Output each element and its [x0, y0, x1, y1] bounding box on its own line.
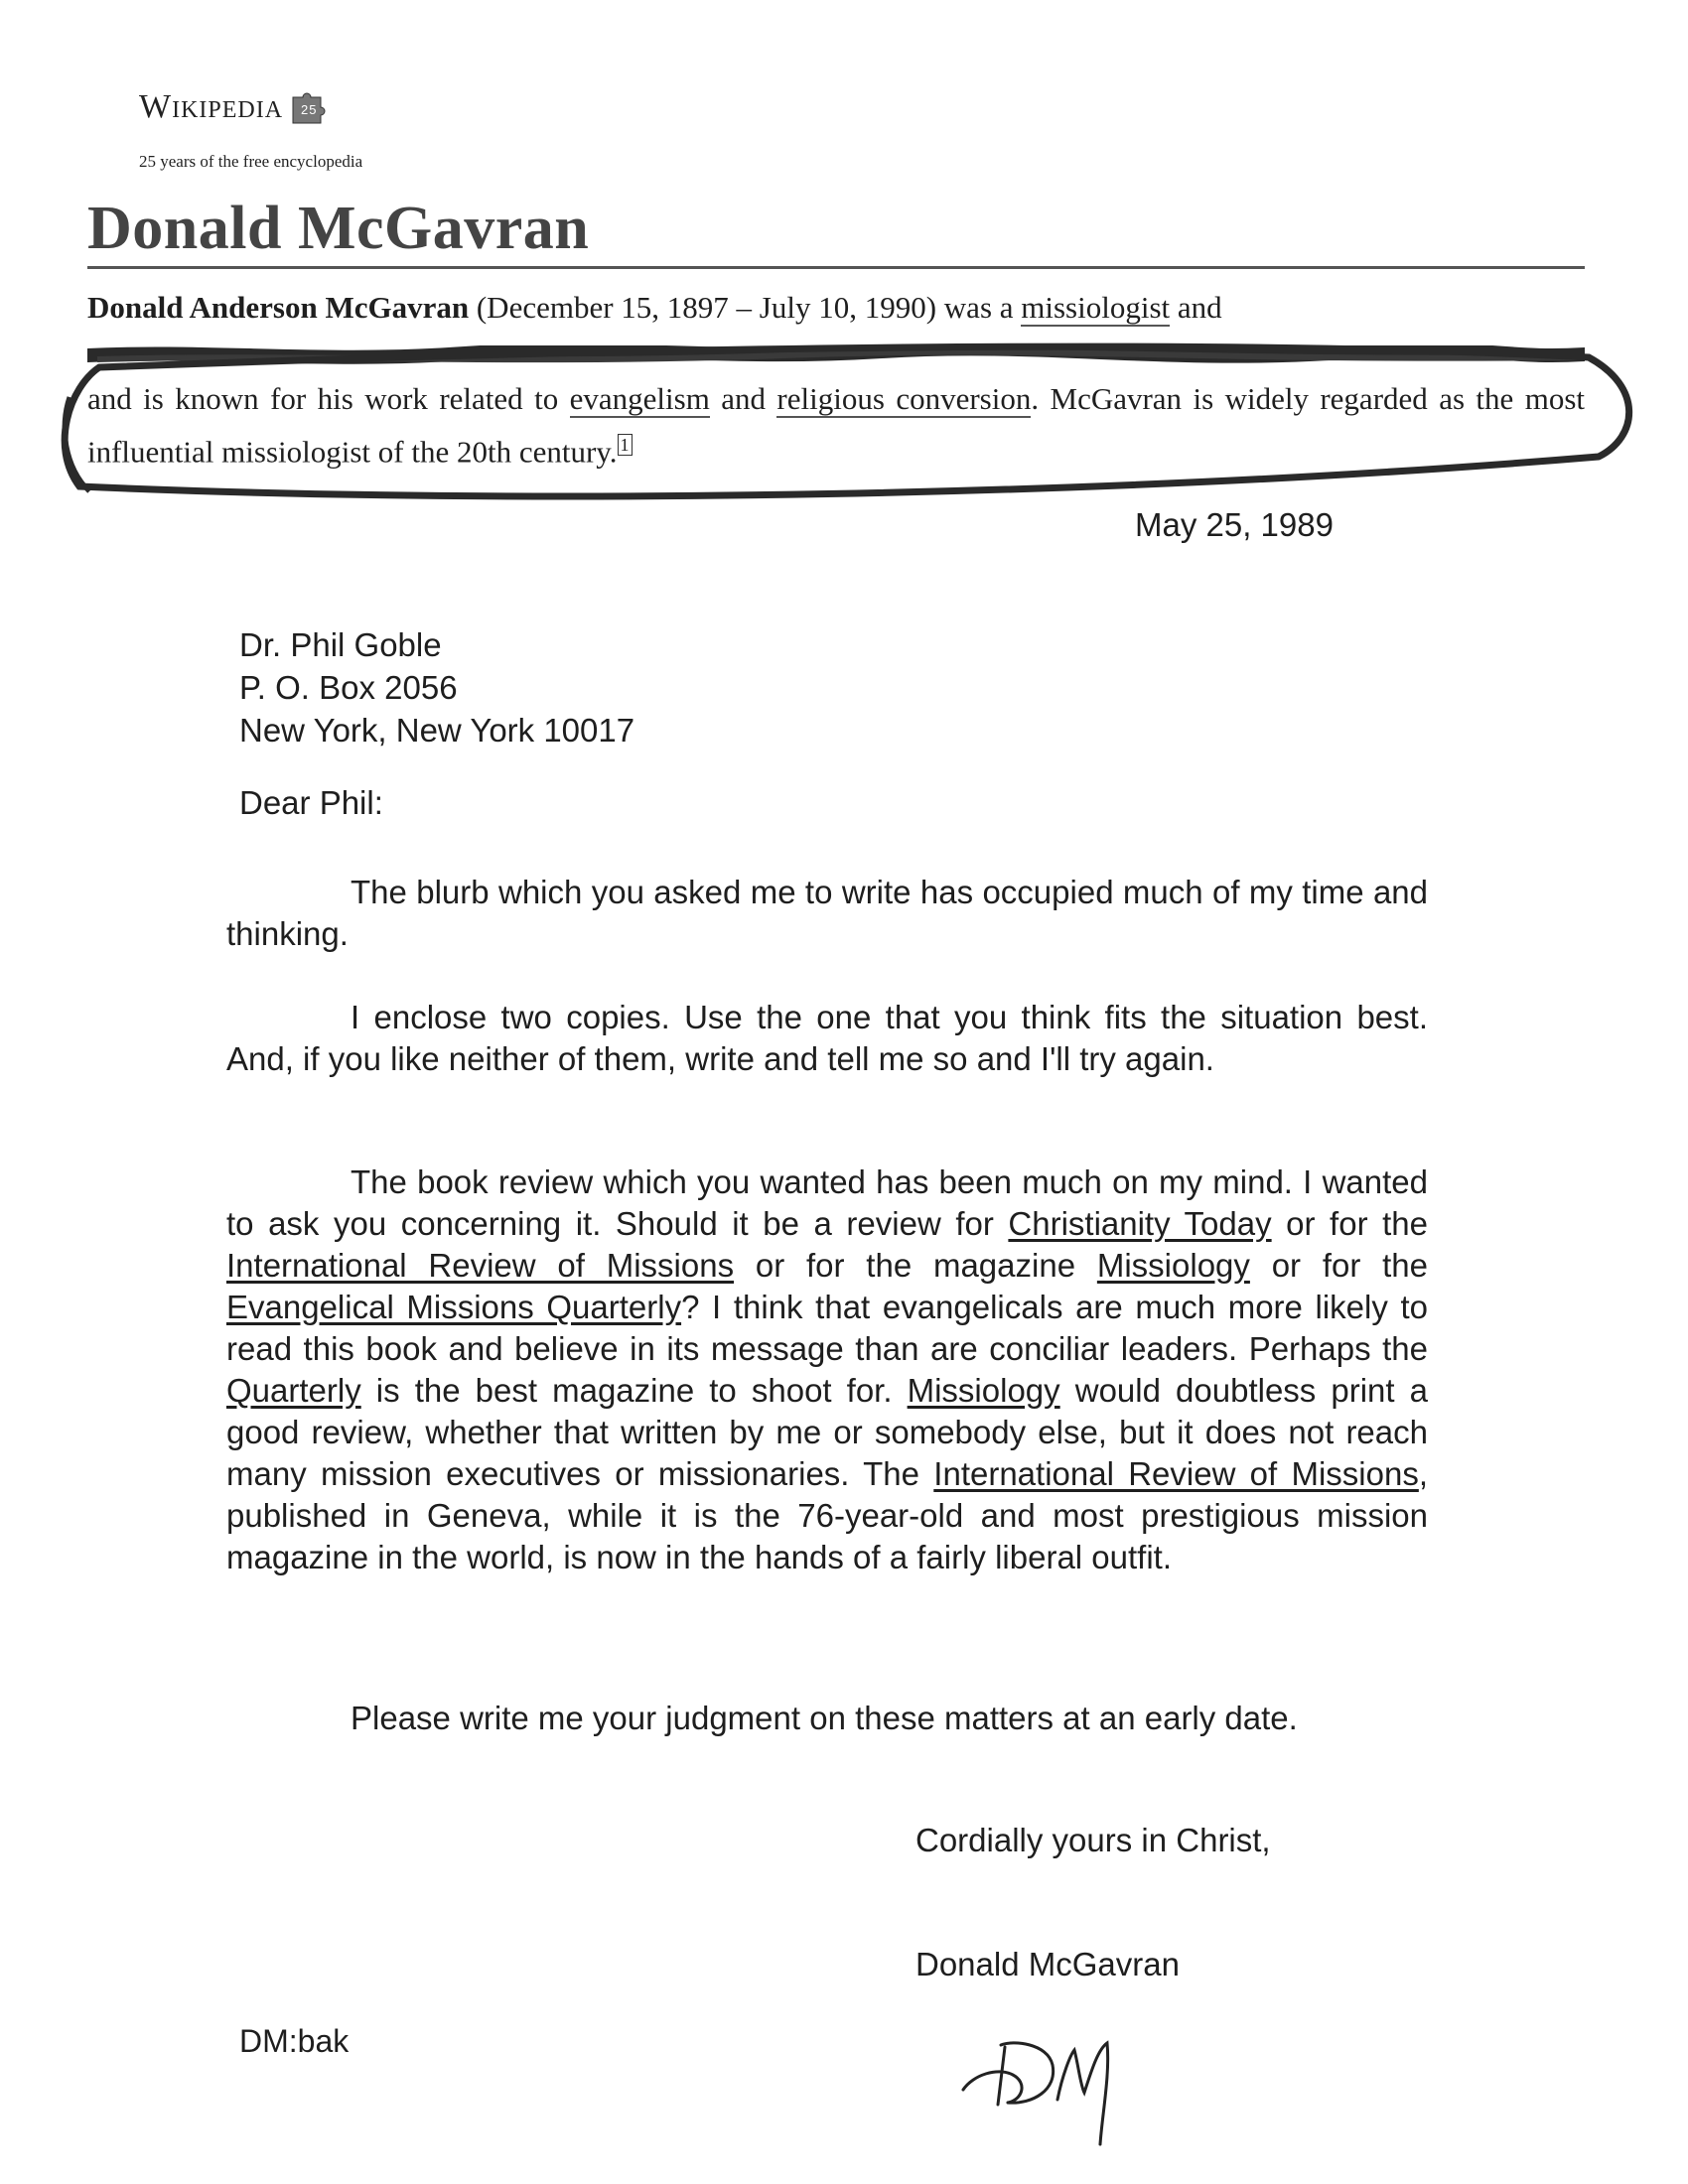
address-line: Dr. Phil Goble [239, 626, 442, 663]
link-missiologist[interactable]: missiologist [1021, 290, 1171, 325]
letter-paragraph-2 [226, 997, 1428, 1080]
title-missiology: Missiology [1096, 1247, 1250, 1284]
signer-name: Donald McGavran [915, 1946, 1180, 1982]
paragraph-text: or for the [1271, 1247, 1429, 1284]
lead-and: and [1177, 290, 1222, 325]
lead-dates: (December 15, 1897 – July 10, 1990) was a [476, 290, 1014, 325]
title-international-review: International Review of Missions [226, 1247, 735, 1284]
letter-paragraph-4 [226, 1698, 1428, 1739]
scribble-scratchout [87, 345, 1585, 367]
paragraph-text: The book review which you wanted has been much on my mind. I wanted to ask you concerning it. Should it be a review for [226, 1163, 1428, 1242]
logo-badge: 25 [301, 102, 318, 117]
title-international-review-2: International Review of Missions [933, 1455, 1419, 1492]
link-religious-conversion[interactable]: religious conversion [776, 381, 1032, 416]
letter-date: May 25, 1989 [1135, 506, 1334, 543]
title-missiology-2: Missiology [907, 1372, 1060, 1409]
wikipedia-wordmark: Wikipedia [139, 88, 284, 125]
address-line: P. O. Box 2056 [239, 669, 458, 706]
paragraph-text: would doubtless print a good review, whether that written by me or somebody else, but it does not reach many mission executives or missionaries. The [226, 1372, 1428, 1492]
closing: Cordially yours in Christ, [915, 1822, 1271, 1858]
paragraph-text: Please write me your judgment on these matters at an early date. [351, 1700, 1298, 1736]
puzzle-globe-icon [287, 87, 327, 127]
title-evangelical-missions-quarterly: Evangelical Missions Quarterly [226, 1289, 682, 1325]
paragraph-text: I enclose two copies. Use the one that you think fits the situation best. And, if you like neither of them, write and tell me so and I'll try again. [226, 999, 1428, 1077]
wikipedia-tagline: 25 years of the free encyclopedia [139, 152, 363, 171]
address-line: New York, New York 10017 [239, 712, 635, 749]
letter-paragraph-3 [226, 1161, 1428, 1578]
lead-line-influential: . McGavran is widely regarded as the most influential missiologist of the 20th century. [87, 381, 1586, 470]
title-divider [87, 266, 1585, 269]
letter-paragraph-1 [226, 872, 1428, 955]
lead-name: Donald Anderson McGavran [87, 290, 470, 325]
title-quarterly: Quarterly [226, 1372, 361, 1409]
paragraph-text: , published in Geneva, while it is the 76-year-old and most prestigious mission magazine in the world, is now in the hands of a fairly liberal outfit. [226, 1455, 1429, 1575]
typist-initials: DM:bak [239, 2023, 350, 2059]
article-title: Donald McGavran [87, 195, 590, 262]
paragraph-text: or for the [1286, 1205, 1428, 1242]
citation-link[interactable]: 1 [618, 434, 633, 456]
title-christianity-today: Christianity Today [1008, 1205, 1272, 1242]
wikipedia-logo [139, 87, 327, 127]
paragraph-text: or for the magazine [755, 1247, 1076, 1284]
paragraph-text: is the best magazine to shoot for. [375, 1372, 893, 1409]
paragraph-text: The blurb which you asked me to write has occupied much of my time and thinking. [226, 874, 1428, 952]
lead-and-2: and [721, 381, 766, 416]
link-evangelism[interactable]: evangelism [569, 381, 710, 416]
salutation: Dear Phil: [239, 784, 383, 821]
article-lead-paragraph [87, 285, 1585, 475]
handwritten-signature [953, 2005, 1152, 2154]
paragraph-text: ? I think that evangelicals are much more likely to read this book and believe in its message than are conciliar leaders. Perhaps the [226, 1289, 1428, 1367]
recipient-address [239, 623, 634, 751]
lead-line-known: and is known for his work related to [87, 381, 559, 416]
